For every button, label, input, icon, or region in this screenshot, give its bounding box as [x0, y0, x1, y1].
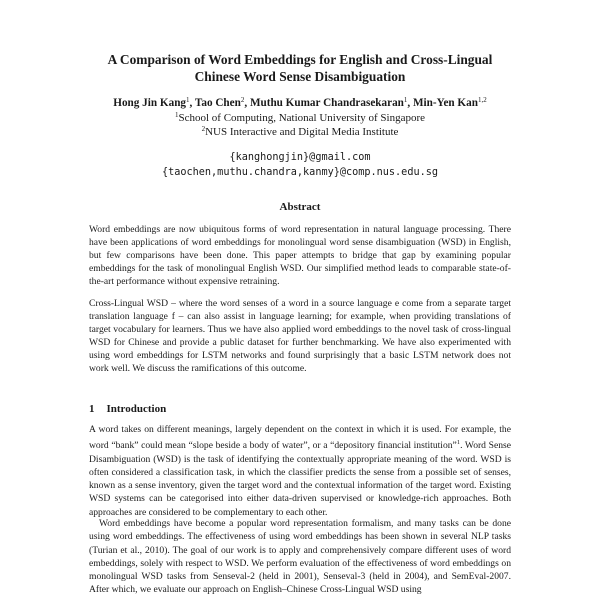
section-number: 1 — [89, 403, 95, 415]
author-list: Hong Jin Kang$^1$, Tao Chen$^2$, Muthu Kumar Chandrasekaran$^1$, Min-Yen Kan$^{1,2}$ — [113, 96, 487, 109]
author-affil-mark: 1 — [186, 96, 190, 104]
affiliation-text: School of Computing, National University of Singapore — [178, 112, 426, 124]
author-name: Min-Yen Kan — [413, 97, 478, 109]
intro-paragraph-2: Word embeddings have become a popular word representation formalism, and many tasks can be done using word embeddings. The effectiveness of using word embeddings has been shown in several NLP tasks (Turian et al., 2010). The goal of our work is to apply and comprehensively compare different uses of word embeddings, solely with respect to WSD. We perform evaluation of the effectiveness of word embeddings on monolingual WSD tasks from Senseval-2 (held in 2001), Senseval-3 (held in 2004), and SemEval-2007. After which, we evaluate our approach on English–Chinese Cross-Lingual WSD using — [89, 518, 511, 596]
footnote-mark[interactable]: 1 — [456, 439, 461, 447]
abstract-paragraph-2: Cross-Lingual WSD – where the word senses of a word in a source language e come from a separate target translation language f – can also assist in language learning; for example, when providing translations of target vocabulary for learners. Thus we have also applied word embeddings to the novel task of cross-lingual WSD for Chinese and provide a public dataset for further benchmarking. We have also experimented with using word embeddings for LSTM networks and found surprisingly that a basic LSTM network does not work well. We discuss the ramifications of this outcome. — [89, 298, 511, 375]
author-name: Tao Chen — [194, 97, 241, 109]
section-heading — [89, 403, 166, 415]
author-name: Muthu Kumar Chandrasekaran — [249, 97, 404, 109]
title-line-2: Chinese Word Sense Disambiguation — [194, 69, 406, 84]
abstract-paragraph-1: Word embeddings are now ubiquitous forms of word representation in natural language processing. There have been applications of word embeddings for monolingual word sense disambiguation (WSD) in English, but few comparisons have been done. This paper attempts to bridge that gap by examining popular embeddings for the task of monolingual English WSD. Our simplified method leads to comparable state-of-the-art performance without expensive retraining. — [89, 224, 511, 288]
intro-text: A word takes on different meanings, largely dependent on the context in which it is used. For example, the word “bank” could mean “slope beside a body of water”, or a “depository financial institution” — [89, 424, 511, 452]
author-name: Hong Jin Kang — [113, 97, 187, 109]
abstract-heading: Abstract — [279, 201, 321, 213]
affiliation — [40, 122, 560, 139]
affiliation-mark: 2 — [201, 125, 206, 133]
author-affil-mark: 2 — [240, 96, 245, 104]
paper-title — [40, 51, 560, 85]
email-address[interactable]: {taochen,muthu.chandra,kanmy}@comp.nus.edu.sg — [161, 167, 438, 178]
affiliation-text: NUS Interactive and Digital Media Institute — [205, 126, 399, 138]
author-affil-mark: 1,2 — [477, 96, 487, 104]
email-address[interactable]: {kanghongjin}@gmail.com — [229, 152, 371, 163]
section-title: Introduction — [106, 403, 167, 415]
affiliation-mark: 1 — [174, 111, 179, 119]
author-affil-mark: 1 — [403, 96, 408, 104]
intro-text: . Word Sense Disambiguation (WSD) is the task of identifying the contextually appropriate meaning of the word. WSD is often considered a classification task, in which the classifier predicts the sense from a possible set of senses, known as a sense inventory, given the target word and the contextual information of the target word. Existing WSD systems can be categorised into either data-driven supervised or knowledge-rich approaches. Both approaches are considered to be complementary to each other. — [89, 440, 511, 518]
title-line-1: A Comparison of Word Embeddings for English and Cross-Lingual — [107, 52, 493, 67]
intro-paragraph-1 — [89, 423, 511, 519]
